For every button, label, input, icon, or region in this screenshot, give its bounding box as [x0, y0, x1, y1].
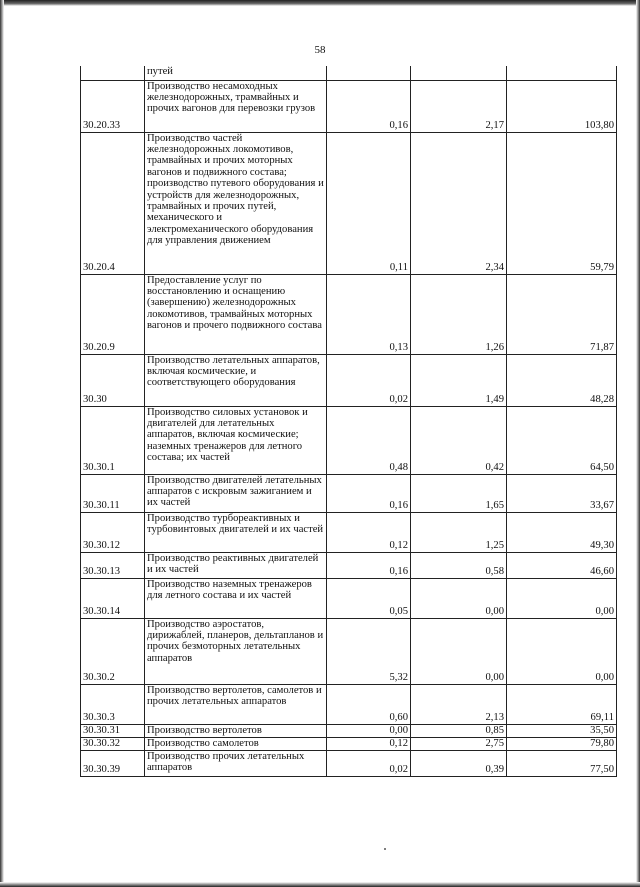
row-code: 30.30.13: [81, 552, 145, 578]
row-value-1: 0,00: [327, 724, 411, 737]
row-value-1: 0,12: [327, 737, 411, 750]
row-name: Производство силовых установок и двигателей для летательных аппаратов, включая космические; наземных тренажеров для летного состава; их частей: [145, 406, 327, 474]
row-value-3: 77,50: [507, 750, 617, 776]
row-value-1: 0,11: [327, 132, 411, 274]
row-name: Производство турбореактивных и турбовинтовых двигателей и их частей: [145, 512, 327, 552]
table-row: [81, 274, 617, 354]
row-name: Производство аэростатов, дирижаблей, планеров, дельтапланов и прочих безмоторных летательных аппаратов: [145, 618, 327, 684]
row-code: 30.30.12: [81, 512, 145, 552]
row-code: 30.20.33: [81, 80, 145, 132]
table-row: [81, 618, 617, 684]
row-value-2: 1,65: [411, 474, 507, 512]
row-name: Производство реактивных двигателей и их частей: [145, 552, 327, 578]
row-name: Производство вертолетов, самолетов и прочих летательных аппаратов: [145, 684, 327, 724]
scan-edge-left: [0, 0, 4, 887]
row-code: 30.30.1: [81, 406, 145, 474]
table-row: [81, 406, 617, 474]
row-value-1: 0,13: [327, 274, 411, 354]
row-value-3: 64,50: [507, 406, 617, 474]
row-value-3: 71,87: [507, 274, 617, 354]
page-number: 58: [314, 44, 326, 56]
row-value-3: 46,60: [507, 552, 617, 578]
scan-edge-right: [636, 0, 640, 887]
row-code: [81, 66, 145, 80]
row-value-2: 2,17: [411, 80, 507, 132]
row-value-1: 0,12: [327, 512, 411, 552]
row-name: Производство несамоходных железнодорожных, трамвайных и прочих вагонов для перевозки грузов: [145, 80, 327, 132]
row-value-3: 69,11: [507, 684, 617, 724]
row-value-1: 0,02: [327, 354, 411, 406]
row-code: 30.30.31: [81, 724, 145, 737]
row-value-3: 48,28: [507, 354, 617, 406]
row-value-1: 0,02: [327, 750, 411, 776]
row-value-1: 0,48: [327, 406, 411, 474]
row-value-1: 0,05: [327, 578, 411, 618]
row-value-2: 0,85: [411, 724, 507, 737]
table-row: [81, 724, 617, 737]
table-body: [81, 66, 617, 776]
row-value-2: 0,42: [411, 406, 507, 474]
table-row: [81, 354, 617, 406]
row-name: Производство наземных тренажеров для летного состава и их частей: [145, 578, 327, 618]
scan-speck: [384, 848, 386, 850]
row-name: Производство летательных аппаратов, включая космические, и соответствующего оборудования: [145, 354, 327, 406]
row-value-3: 59,79: [507, 132, 617, 274]
row-value-2: 0,58: [411, 552, 507, 578]
row-value-3: 0,00: [507, 618, 617, 684]
table-row: [81, 512, 617, 552]
row-value-3: 0,00: [507, 578, 617, 618]
row-value-2: 0,00: [411, 618, 507, 684]
row-code: 30.30.2: [81, 618, 145, 684]
row-name: путей: [145, 66, 327, 80]
scan-edge-bottom: [0, 882, 640, 887]
row-value-3: 49,30: [507, 512, 617, 552]
row-code: 30.20.9: [81, 274, 145, 354]
row-value-1: 0,60: [327, 684, 411, 724]
row-value-2: 1,26: [411, 274, 507, 354]
row-value-2: [411, 66, 507, 80]
row-value-1: 5,32: [327, 618, 411, 684]
row-value-3: [507, 66, 617, 80]
row-code: 30.30.3: [81, 684, 145, 724]
row-code: 30.30.39: [81, 750, 145, 776]
row-name: Предоставление услуг по восстановлению и оснащению (завершению) железнодорожных локомотивов, трамвайных моторных вагонов и прочего подвижного состава: [145, 274, 327, 354]
row-name: Производство вертолетов: [145, 724, 327, 737]
row-value-2: 0,39: [411, 750, 507, 776]
row-code: 30.30.32: [81, 737, 145, 750]
table-row: [81, 66, 617, 80]
scan-edge-top: [0, 0, 640, 6]
row-value-1: 0,16: [327, 552, 411, 578]
row-value-3: 79,80: [507, 737, 617, 750]
row-value-1: 0,16: [327, 474, 411, 512]
row-value-2: 0,00: [411, 578, 507, 618]
row-name: Производство прочих летательных аппаратов: [145, 750, 327, 776]
row-code: 30.30.11: [81, 474, 145, 512]
table-row: [81, 80, 617, 132]
row-name: Производство двигателей летательных аппаратов с искровым зажиганием и их частей: [145, 474, 327, 512]
row-code: 30.30.14: [81, 578, 145, 618]
row-value-1: [327, 66, 411, 80]
row-code: 30.20.4: [81, 132, 145, 274]
row-value-3: 103,80: [507, 80, 617, 132]
row-code: 30.30: [81, 354, 145, 406]
row-value-3: 33,67: [507, 474, 617, 512]
row-value-1: 0,16: [327, 80, 411, 132]
row-value-2: 2,34: [411, 132, 507, 274]
table-row: [81, 552, 617, 578]
row-value-2: 2,75: [411, 737, 507, 750]
table-row: [81, 737, 617, 750]
row-value-2: 2,13: [411, 684, 507, 724]
table-row: [81, 750, 617, 776]
row-value-2: 1,49: [411, 354, 507, 406]
row-name: Производство самолетов: [145, 737, 327, 750]
table-row: [81, 132, 617, 274]
table-row: [81, 578, 617, 618]
row-name: Производство частей железнодорожных локомотивов, трамвайных и прочих моторных вагонов и подвижного состава; производство путевого оборудования и устройств для железнодорожных, трамвайных и прочих путей, механического и электромеханического оборудования для управления движением: [145, 132, 327, 274]
row-value-3: 35,50: [507, 724, 617, 737]
table-row: [81, 684, 617, 724]
industry-table: [80, 66, 617, 777]
row-value-2: 1,25: [411, 512, 507, 552]
table-row: [81, 474, 617, 512]
